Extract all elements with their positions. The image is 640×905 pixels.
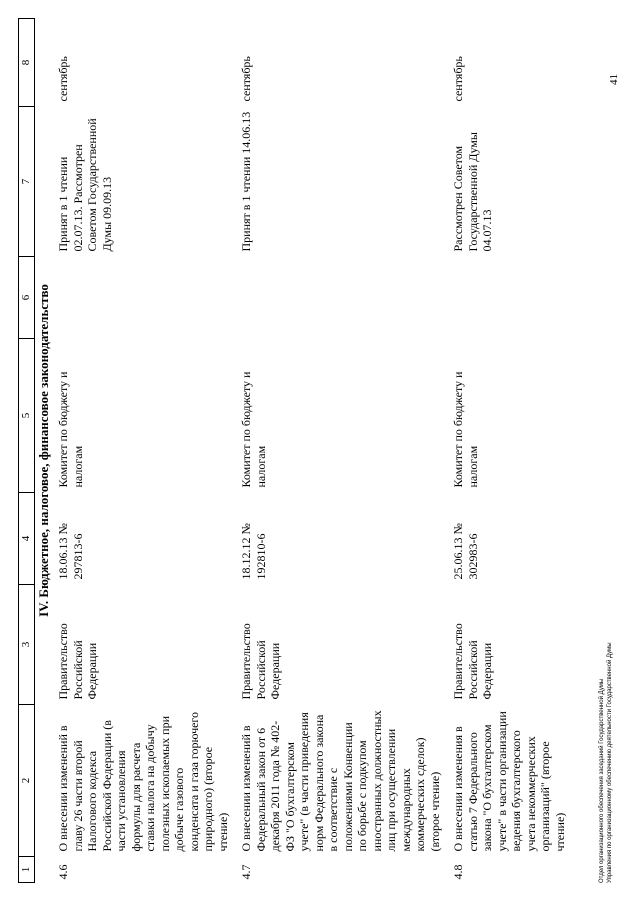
row-number: 4.6 <box>56 864 70 880</box>
col-header-2: 2 <box>19 705 35 857</box>
bill-period: сентябрь <box>451 56 465 102</box>
responsible-committee: Комитет по бюджету и налогам <box>451 371 480 488</box>
col6-cell <box>53 257 236 339</box>
table-row <box>236 19 448 883</box>
bill-title: О внесении изменений в Федеральный закон от 6 декабря 2011 года № 402-ФЗ "О бухгалтерском учете" (в части приведения норм Федерального закона в соответствие с положениями Конвенции по борьбе с подкупом иностранных должностных лиц при осуществлении международных коммерческих сделок) (второе чтение) <box>239 710 442 852</box>
bill-author: Правительство Российской Федерации <box>56 623 99 700</box>
footer-line-1: Отдел организационного обеспечения заседаний Государственной Думы <box>599 678 605 883</box>
row-number: 4.8 <box>451 864 465 880</box>
col-header-1: 1 <box>19 857 35 883</box>
bill-period: сентябрь <box>239 56 253 102</box>
table-row <box>53 19 236 883</box>
bill-registration: 18.12.12 № 192810-6 <box>239 523 268 580</box>
bill-status: Принят в 1 чтении 14.06.13 <box>239 111 253 252</box>
bill-period: сентябрь <box>56 56 70 102</box>
bill-title: О внесении изменений в главу 26 части второй Налогового кодекса Российской Федерации (в части установления формулы для расчета ставки налога на добычу полезных ископаемых при добыче газового конденсата и газа горючего природного) (второе чтение) <box>56 711 230 852</box>
footer-line-2: Управления по организационному обеспечению деятельности Государственной Думы <box>607 642 613 883</box>
bill-author: Правительство Российской Федерации <box>451 623 494 700</box>
bill-registration: 25.06.13 № 302983-6 <box>451 523 480 580</box>
col6-cell <box>448 257 573 339</box>
col6-cell <box>236 257 448 339</box>
page-footer <box>598 642 614 883</box>
section-row <box>34 19 53 883</box>
bill-title: О внесении изменения в статью 7 Федерального закона "О бухгалтерском учете" в части организации ведения бухгалтерского учета некоммерческих организаций" (второе чтение) <box>451 711 567 852</box>
table-row <box>448 19 573 883</box>
bill-registration: 18.06.13 № 297813-6 <box>56 523 85 580</box>
bill-author: Правительство Российской Федерации <box>239 623 282 700</box>
bill-status: Рассмотрен Советом Государственной Думы 04.07.13 <box>451 132 494 252</box>
col-header-6: 6 <box>19 257 35 339</box>
col-header-3: 3 <box>19 585 35 705</box>
col-header-5: 5 <box>19 339 35 493</box>
col-header-8: 8 <box>19 19 35 107</box>
responsible-committee: Комитет по бюджету и налогам <box>56 371 85 488</box>
responsible-committee: Комитет по бюджету и налогам <box>239 371 268 488</box>
header-row <box>19 19 35 883</box>
page-number: 41 <box>608 74 620 85</box>
row-number: 4.7 <box>239 864 253 880</box>
bill-status: Принят в 1 чтении 02.07.13. Рассмотрен Советом Государственной Думы 09.09.13 <box>56 118 114 252</box>
legislation-table <box>18 18 573 883</box>
col-header-4: 4 <box>19 493 35 585</box>
col-header-7: 7 <box>19 107 35 257</box>
section-title: IV. Бюджетное, налоговое, финансовое законодательство <box>35 284 51 617</box>
